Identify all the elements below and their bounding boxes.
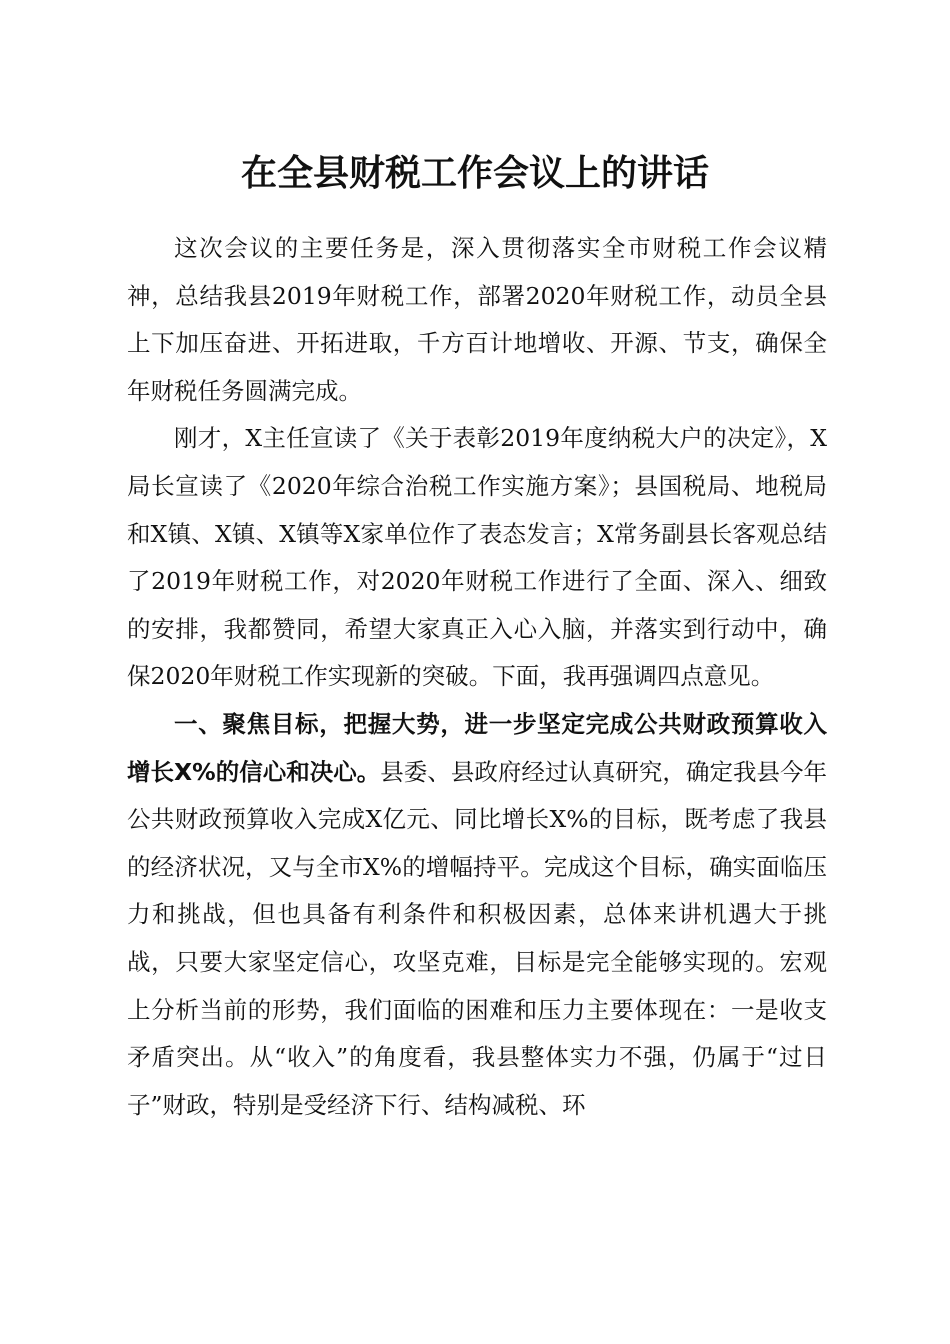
paragraph-text: 县委、县政府经过认真研究，确定我县今年公共财政预算收入完成X亿元、同比增长X%的目标，既考虑了我县的经济状况，又与全市X%的增幅持平。完成这个目标，确实面临压力和挑战，但也具备有利条件和积极因素，总体来讲机遇大于挑战，只要大家坚定信心，攻坚克难，目标是完全能够实现的。宏观上分析当前的形势，我们面临的困难和压力主要体现在：一是收支矛盾突出。从“收入”的角度看，我县整体实力不强，仍属于“过日子”财政，特别是受经济下行、结构减税、环 xyxy=(127,757,827,1119)
document-title: 在全县财税工作会议上的讲话 xyxy=(240,152,709,194)
paragraph-text: 这次会议的主要任务是，深入贯彻落实全市财税工作会议精神，总结我县2019年财税工作，部署2020年财税工作，动员全县上下加压奋进、开拓进取，千方百计地增收、开源、节支，确保全年财税任务圆满完成。 xyxy=(127,234,827,405)
paragraph-text: 刚才，X主任宣读了《关于表彰2019年度纳税大户的决定》，X局长宣读了《2020年综合治税工作实施方案》；县国税局、地税局和X镇、X镇、X镇等X家单位作了表态发言；X常务副县长客观总结了2019年财税工作，对2020年财税工作进行了全面、深入、细致的安排，我都赞同，希望大家真正入心入脑，并落实到行动中，确保2020年财税工作实现新的突破。下面，我再强调四点意见。 xyxy=(127,424,827,691)
section-heading: 一、聚焦目标，把握大势，进一步坚定完成公共财政预算收入增长X%的信心和决心。 xyxy=(127,709,827,786)
paragraph-meeting-review xyxy=(127,415,827,701)
paragraph-section-one xyxy=(127,701,827,1129)
paragraph-meeting-tasks xyxy=(127,225,827,415)
document-body xyxy=(127,225,827,1129)
